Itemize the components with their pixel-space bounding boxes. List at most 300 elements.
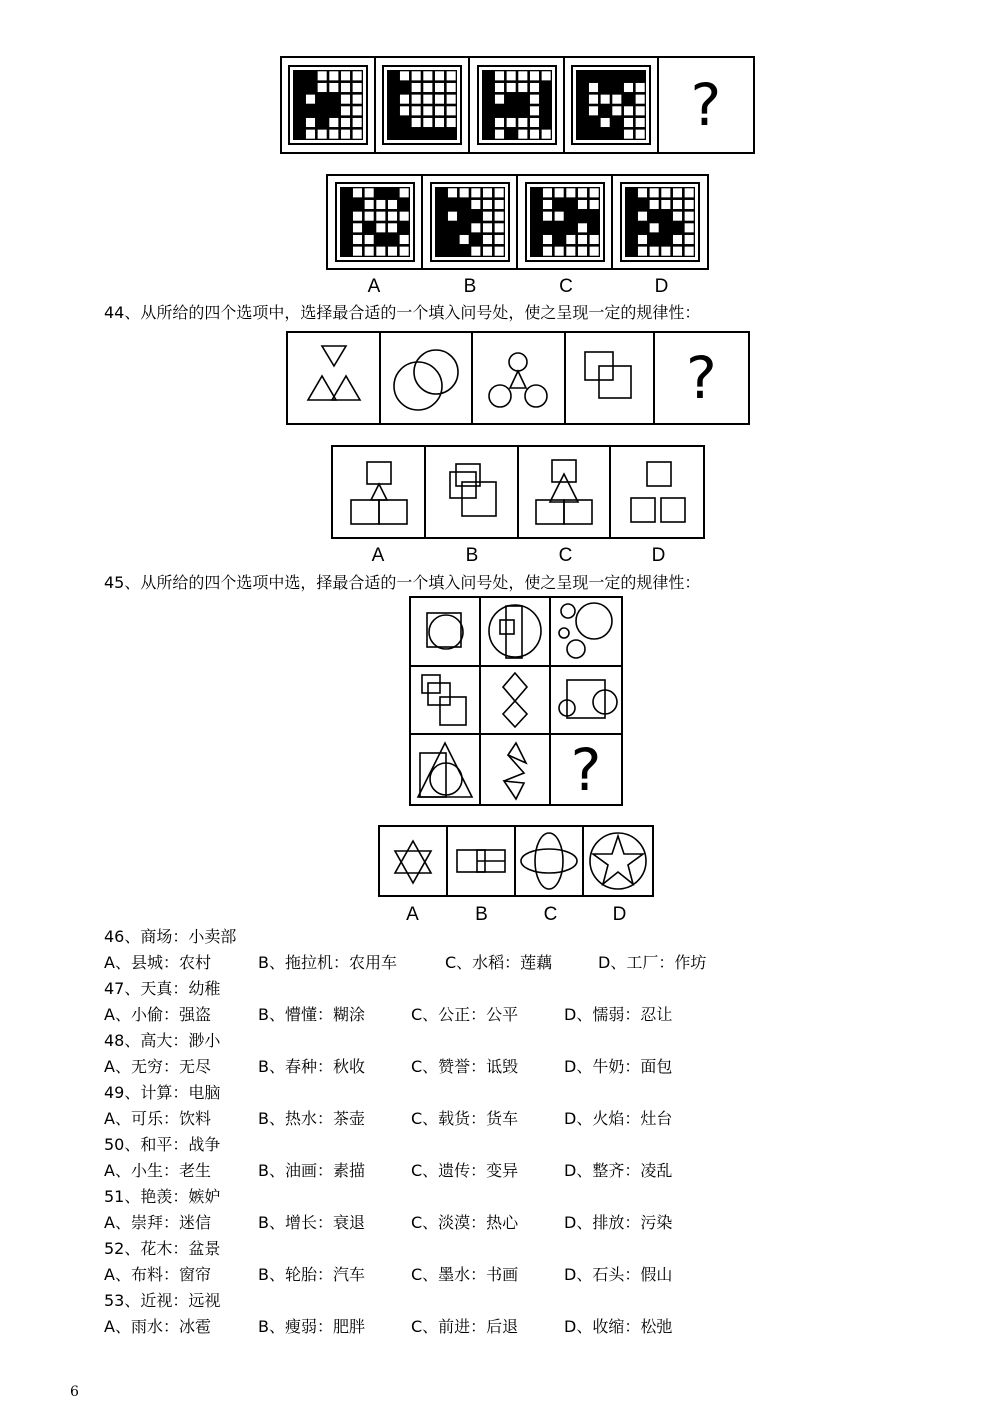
grid-figure bbox=[525, 182, 605, 262]
white-square bbox=[635, 95, 644, 104]
option-label-b: B bbox=[465, 545, 479, 566]
q50-option-c[interactable]: C、遗传：变异 bbox=[411, 1161, 519, 1180]
q51-option-a[interactable]: A、崇拜：迷信 bbox=[104, 1213, 211, 1232]
white-square bbox=[673, 188, 682, 197]
triangles-figure bbox=[294, 338, 374, 418]
black-square bbox=[435, 130, 444, 139]
option-label-d: D bbox=[612, 904, 627, 925]
black-square bbox=[589, 118, 598, 127]
q49-option-b[interactable]: B、热水：茶壶 bbox=[258, 1109, 365, 1128]
q45-option-c[interactable] bbox=[516, 827, 584, 895]
q46-option-b[interactable]: B、拖拉机：农用车 bbox=[258, 953, 397, 972]
q45-question-text: 45、从所给的四个选项中选，择最合适的一个填入问号处，使之呈现一定的规律性： bbox=[104, 573, 701, 592]
white-square bbox=[482, 235, 491, 244]
white-square bbox=[387, 212, 396, 221]
q45-option-d[interactable] bbox=[584, 827, 652, 895]
white-square bbox=[329, 71, 338, 80]
q49-option-d[interactable]: D、火焰：灶台 bbox=[564, 1109, 673, 1128]
q44-options-row bbox=[331, 445, 705, 539]
white-square bbox=[424, 83, 433, 92]
black-square bbox=[635, 71, 644, 80]
q53-option-c[interactable]: C、前进：后退 bbox=[411, 1317, 519, 1336]
white-square bbox=[424, 95, 433, 104]
black-square bbox=[389, 118, 398, 127]
black-square bbox=[483, 106, 492, 115]
black-square bbox=[399, 223, 408, 232]
white-square bbox=[494, 223, 503, 232]
white-square bbox=[673, 235, 682, 244]
white-square bbox=[518, 130, 527, 139]
white-square bbox=[412, 83, 421, 92]
question-mark: ? bbox=[690, 71, 722, 139]
white-square bbox=[306, 118, 315, 127]
black-square bbox=[624, 71, 633, 80]
black-square bbox=[612, 83, 621, 92]
black-square bbox=[459, 212, 468, 221]
question-mark: ? bbox=[570, 735, 602, 804]
black-square bbox=[294, 118, 303, 127]
q47-option-c[interactable]: C、公正：公平 bbox=[411, 1005, 519, 1024]
black-square bbox=[600, 83, 609, 92]
white-square bbox=[494, 118, 503, 127]
black-square bbox=[389, 83, 398, 92]
white-square bbox=[685, 200, 694, 209]
q53-options bbox=[104, 1314, 824, 1340]
white-square bbox=[471, 247, 480, 256]
black-square bbox=[541, 118, 550, 127]
white-square bbox=[589, 83, 598, 92]
black-square bbox=[306, 71, 315, 80]
overlapping-squares-figure bbox=[414, 669, 476, 731]
white-square bbox=[685, 188, 694, 197]
q51-option-d[interactable]: D、排放：污染 bbox=[564, 1213, 673, 1232]
grid-figure bbox=[477, 65, 557, 145]
white-square bbox=[554, 188, 563, 197]
q50-option-a[interactable]: A、小生：老生 bbox=[104, 1161, 211, 1180]
black-square bbox=[566, 212, 575, 221]
white-square bbox=[399, 235, 408, 244]
white-square bbox=[541, 130, 550, 139]
q44-option-labels bbox=[331, 545, 705, 567]
q43-option-d[interactable] bbox=[613, 176, 707, 268]
black-square bbox=[531, 223, 540, 232]
grid-figure bbox=[430, 182, 510, 262]
black-square bbox=[626, 235, 635, 244]
black-square bbox=[318, 106, 327, 115]
star-of-david-figure bbox=[387, 835, 439, 887]
q53-option-b[interactable]: B、瘦弱：肥胖 bbox=[258, 1317, 365, 1336]
three-squares-figure bbox=[617, 452, 697, 532]
white-square bbox=[542, 247, 551, 256]
black-square bbox=[483, 130, 492, 139]
option-label-c: C bbox=[558, 545, 573, 566]
black-square bbox=[626, 247, 635, 256]
black-square bbox=[306, 83, 315, 92]
black-square bbox=[554, 235, 563, 244]
white-square bbox=[673, 247, 682, 256]
q45-options-row bbox=[378, 825, 654, 897]
white-square bbox=[424, 106, 433, 115]
white-square bbox=[494, 71, 503, 80]
option-label-d: D bbox=[654, 276, 669, 297]
white-square bbox=[635, 83, 644, 92]
white-square bbox=[353, 106, 362, 115]
option-label-b: B bbox=[475, 904, 488, 925]
q46-stem: 46、商场：小卖部 bbox=[104, 927, 237, 946]
black-square bbox=[459, 223, 468, 232]
white-square bbox=[447, 118, 456, 127]
white-square bbox=[447, 188, 456, 197]
q48-option-d[interactable]: D、牛奶：面包 bbox=[564, 1057, 673, 1076]
q47-option-a[interactable]: A、小偷：强盗 bbox=[104, 1005, 211, 1024]
white-square bbox=[529, 83, 538, 92]
black-square bbox=[436, 188, 445, 197]
q44-option-b[interactable] bbox=[426, 447, 519, 537]
black-square bbox=[626, 188, 635, 197]
black-square bbox=[400, 130, 409, 139]
white-square bbox=[376, 223, 385, 232]
q47-stem: 47、天真：幼稚 bbox=[104, 979, 221, 998]
black-square bbox=[638, 200, 647, 209]
white-square bbox=[661, 247, 670, 256]
option-label-c: C bbox=[559, 276, 573, 297]
white-square bbox=[661, 188, 670, 197]
q50-option-d[interactable]: D、整齐：凌乱 bbox=[564, 1161, 673, 1180]
black-square bbox=[471, 235, 480, 244]
black-square bbox=[612, 118, 621, 127]
white-square bbox=[424, 71, 433, 80]
white-square bbox=[624, 118, 633, 127]
white-square bbox=[412, 95, 421, 104]
q49-stem: 49、计算：电脑 bbox=[104, 1083, 221, 1102]
q43-option-a[interactable] bbox=[328, 176, 423, 268]
q47-options bbox=[104, 1002, 824, 1028]
black-square bbox=[341, 188, 350, 197]
black-square bbox=[294, 106, 303, 115]
black-square bbox=[436, 247, 445, 256]
q43-options-row bbox=[326, 174, 709, 270]
black-square bbox=[447, 235, 456, 244]
white-square bbox=[589, 247, 598, 256]
white-square bbox=[685, 223, 694, 232]
white-square bbox=[435, 71, 444, 80]
option-label-c: C bbox=[543, 904, 558, 925]
black-square bbox=[318, 95, 327, 104]
black-square bbox=[589, 130, 598, 139]
white-square bbox=[685, 235, 694, 244]
q46-option-c[interactable]: C、水稻：莲藕 bbox=[445, 953, 553, 972]
white-square bbox=[387, 200, 396, 209]
white-square bbox=[435, 95, 444, 104]
q45-cell-8 bbox=[481, 735, 551, 804]
black-square bbox=[318, 118, 327, 127]
black-square bbox=[483, 118, 492, 127]
q51-option-c[interactable]: C、淡漠：热心 bbox=[411, 1213, 519, 1232]
q45-cell-2 bbox=[481, 598, 551, 667]
white-square bbox=[638, 235, 647, 244]
q52-option-b[interactable]: B、轮胎：汽车 bbox=[258, 1265, 365, 1284]
white-square bbox=[566, 247, 575, 256]
grid-figure bbox=[382, 65, 462, 145]
q47-option-b[interactable]: B、懵懂：糊涂 bbox=[258, 1005, 365, 1024]
q51-options bbox=[104, 1210, 824, 1236]
white-square bbox=[352, 235, 361, 244]
white-square bbox=[600, 118, 609, 127]
q45-option-b[interactable] bbox=[448, 827, 516, 895]
ellipses-figure bbox=[519, 829, 579, 893]
black-square bbox=[447, 130, 456, 139]
q45-cell-1 bbox=[411, 598, 481, 667]
q49-option-a[interactable]: A、可乐：饮料 bbox=[104, 1109, 211, 1128]
white-square bbox=[376, 200, 385, 209]
black-square bbox=[447, 200, 456, 209]
q45-option-a[interactable] bbox=[380, 827, 448, 895]
q51-option-b[interactable]: B、增长：衰退 bbox=[258, 1213, 365, 1232]
black-square bbox=[531, 188, 540, 197]
star-in-circle-figure bbox=[587, 830, 649, 892]
q52-options bbox=[104, 1262, 824, 1288]
black-square bbox=[436, 212, 445, 221]
grid-figure bbox=[620, 182, 700, 262]
white-square bbox=[341, 118, 350, 127]
black-square bbox=[541, 95, 550, 104]
black-square bbox=[459, 200, 468, 209]
q48-stem: 48、高大：渺小 bbox=[104, 1031, 221, 1050]
squares-triangle-figure bbox=[339, 452, 419, 532]
white-square bbox=[306, 95, 315, 104]
diamonds-figure bbox=[485, 669, 545, 731]
white-square bbox=[447, 212, 456, 221]
white-square bbox=[353, 95, 362, 104]
white-square bbox=[518, 118, 527, 127]
white-square bbox=[471, 200, 480, 209]
black-square bbox=[577, 83, 586, 92]
white-square bbox=[506, 71, 515, 80]
q44-option-d[interactable] bbox=[611, 447, 703, 537]
q44-figure-4 bbox=[566, 333, 655, 423]
question-mark: ? bbox=[686, 344, 717, 412]
rectangles-figure bbox=[451, 836, 511, 886]
white-square bbox=[506, 118, 515, 127]
white-square bbox=[399, 188, 408, 197]
q46-option-a[interactable]: A、县城：农村 bbox=[104, 953, 211, 972]
q52-option-d[interactable]: D、石头：假山 bbox=[564, 1265, 673, 1284]
black-square bbox=[341, 247, 350, 256]
black-square bbox=[542, 223, 551, 232]
white-square bbox=[624, 130, 633, 139]
white-square bbox=[506, 83, 515, 92]
white-square bbox=[566, 235, 575, 244]
white-square bbox=[650, 247, 659, 256]
white-square bbox=[566, 188, 575, 197]
white-square bbox=[364, 200, 373, 209]
q45-cell-5 bbox=[481, 667, 551, 736]
q48-options bbox=[104, 1054, 824, 1080]
black-square bbox=[436, 223, 445, 232]
white-square bbox=[341, 71, 350, 80]
q43-option-labels bbox=[326, 276, 709, 298]
black-square bbox=[389, 106, 398, 115]
black-square bbox=[341, 200, 350, 209]
white-square bbox=[685, 247, 694, 256]
white-square bbox=[529, 95, 538, 104]
black-square bbox=[577, 95, 586, 104]
q43-option-c[interactable] bbox=[518, 176, 613, 268]
white-square bbox=[554, 212, 563, 221]
q45-question-cell bbox=[551, 735, 621, 804]
white-square bbox=[635, 118, 644, 127]
black-square bbox=[294, 130, 303, 139]
white-square bbox=[352, 223, 361, 232]
white-square bbox=[318, 71, 327, 80]
white-square bbox=[650, 223, 659, 232]
black-square bbox=[600, 130, 609, 139]
q48-option-b[interactable]: B、春种：秋收 bbox=[258, 1057, 365, 1076]
black-square bbox=[577, 71, 586, 80]
q44-option-a[interactable] bbox=[333, 447, 426, 537]
black-square bbox=[341, 223, 350, 232]
q50-option-b[interactable]: B、油画：素描 bbox=[258, 1161, 365, 1180]
circle-square-figure bbox=[415, 601, 475, 661]
white-square bbox=[673, 200, 682, 209]
white-square bbox=[471, 188, 480, 197]
white-square bbox=[318, 83, 327, 92]
white-square bbox=[494, 130, 503, 139]
white-square bbox=[412, 118, 421, 127]
black-square bbox=[541, 106, 550, 115]
white-square bbox=[400, 95, 409, 104]
white-square bbox=[459, 235, 468, 244]
white-square bbox=[612, 95, 621, 104]
white-square bbox=[635, 130, 644, 139]
white-square bbox=[352, 212, 361, 221]
white-square bbox=[589, 235, 598, 244]
circles-figure bbox=[384, 336, 468, 420]
grid-figure bbox=[288, 65, 368, 145]
q48-option-a[interactable]: A、无穷：无尽 bbox=[104, 1057, 211, 1076]
white-square bbox=[494, 235, 503, 244]
white-square bbox=[482, 200, 491, 209]
white-square bbox=[447, 106, 456, 115]
black-square bbox=[589, 71, 598, 80]
white-square bbox=[376, 212, 385, 221]
option-label-b: B bbox=[463, 276, 477, 297]
black-square bbox=[518, 106, 527, 115]
black-square bbox=[661, 235, 670, 244]
white-square bbox=[353, 118, 362, 127]
q52-option-c[interactable]: C、墨水：书画 bbox=[411, 1265, 519, 1284]
white-square bbox=[471, 223, 480, 232]
q43-option-b[interactable] bbox=[423, 176, 518, 268]
q47-option-d[interactable]: D、懦弱：忍让 bbox=[564, 1005, 673, 1024]
black-square bbox=[387, 188, 396, 197]
white-square bbox=[353, 83, 362, 92]
black-square bbox=[341, 235, 350, 244]
white-square bbox=[447, 95, 456, 104]
white-square bbox=[577, 223, 586, 232]
white-square bbox=[577, 188, 586, 197]
q44-option-c[interactable] bbox=[519, 447, 611, 537]
q45-cell-6 bbox=[551, 667, 621, 736]
q44-question-cell bbox=[655, 333, 748, 423]
q49-option-c[interactable]: C、载货：货车 bbox=[411, 1109, 519, 1128]
q53-option-a[interactable]: A、雨水：冰雹 bbox=[104, 1317, 211, 1336]
white-square bbox=[329, 130, 338, 139]
white-square bbox=[387, 247, 396, 256]
black-square bbox=[447, 247, 456, 256]
white-square bbox=[352, 247, 361, 256]
black-square bbox=[531, 235, 540, 244]
q44-question-row bbox=[286, 331, 750, 425]
black-square bbox=[471, 212, 480, 221]
white-square bbox=[341, 130, 350, 139]
q49-options bbox=[104, 1106, 824, 1132]
grid-figure bbox=[571, 65, 651, 145]
white-square bbox=[400, 106, 409, 115]
white-square bbox=[353, 71, 362, 80]
white-square bbox=[412, 71, 421, 80]
black-square bbox=[541, 83, 550, 92]
black-square bbox=[531, 200, 540, 209]
white-square bbox=[424, 118, 433, 127]
white-square bbox=[542, 212, 551, 221]
white-square bbox=[638, 247, 647, 256]
black-square bbox=[436, 200, 445, 209]
white-square bbox=[518, 83, 527, 92]
black-square bbox=[624, 95, 633, 104]
black-square bbox=[436, 235, 445, 244]
white-square bbox=[661, 200, 670, 209]
white-square bbox=[554, 247, 563, 256]
white-square bbox=[589, 200, 598, 209]
q52-option-a[interactable]: A、布料：窗帘 bbox=[104, 1265, 211, 1284]
q44-question-text: 44、从所给的四个选项中，选择最合适的一个填入问号处，使之呈现一定的规律性： bbox=[104, 303, 701, 322]
white-square bbox=[494, 95, 503, 104]
white-square bbox=[529, 118, 538, 127]
black-square bbox=[329, 95, 338, 104]
white-square bbox=[494, 200, 503, 209]
black-square bbox=[387, 235, 396, 244]
white-square bbox=[341, 83, 350, 92]
black-square bbox=[626, 212, 635, 221]
black-square bbox=[673, 223, 682, 232]
q53-option-d[interactable]: D、收缩：松弛 bbox=[564, 1317, 673, 1336]
white-square bbox=[577, 235, 586, 244]
white-square bbox=[482, 212, 491, 221]
q48-option-c[interactable]: C、赞誉：诋毁 bbox=[411, 1057, 519, 1076]
white-square bbox=[673, 212, 682, 221]
black-square bbox=[483, 71, 492, 80]
q45-question-grid bbox=[409, 596, 623, 806]
white-square bbox=[518, 71, 527, 80]
black-square bbox=[589, 212, 598, 221]
white-square bbox=[318, 130, 327, 139]
q44-figure-1 bbox=[288, 333, 381, 423]
white-square bbox=[638, 188, 647, 197]
white-square bbox=[650, 200, 659, 209]
white-square bbox=[435, 106, 444, 115]
black-square bbox=[306, 106, 315, 115]
black-square bbox=[376, 235, 385, 244]
black-square bbox=[399, 200, 408, 209]
white-square bbox=[364, 247, 373, 256]
white-square bbox=[341, 95, 350, 104]
white-square bbox=[494, 212, 503, 221]
q45-cell-4 bbox=[411, 667, 481, 736]
white-square bbox=[329, 83, 338, 92]
q46-option-d[interactable]: D、工厂：作坊 bbox=[598, 953, 707, 972]
q51-stem: 51、艳羡：嫉妒 bbox=[104, 1187, 221, 1206]
